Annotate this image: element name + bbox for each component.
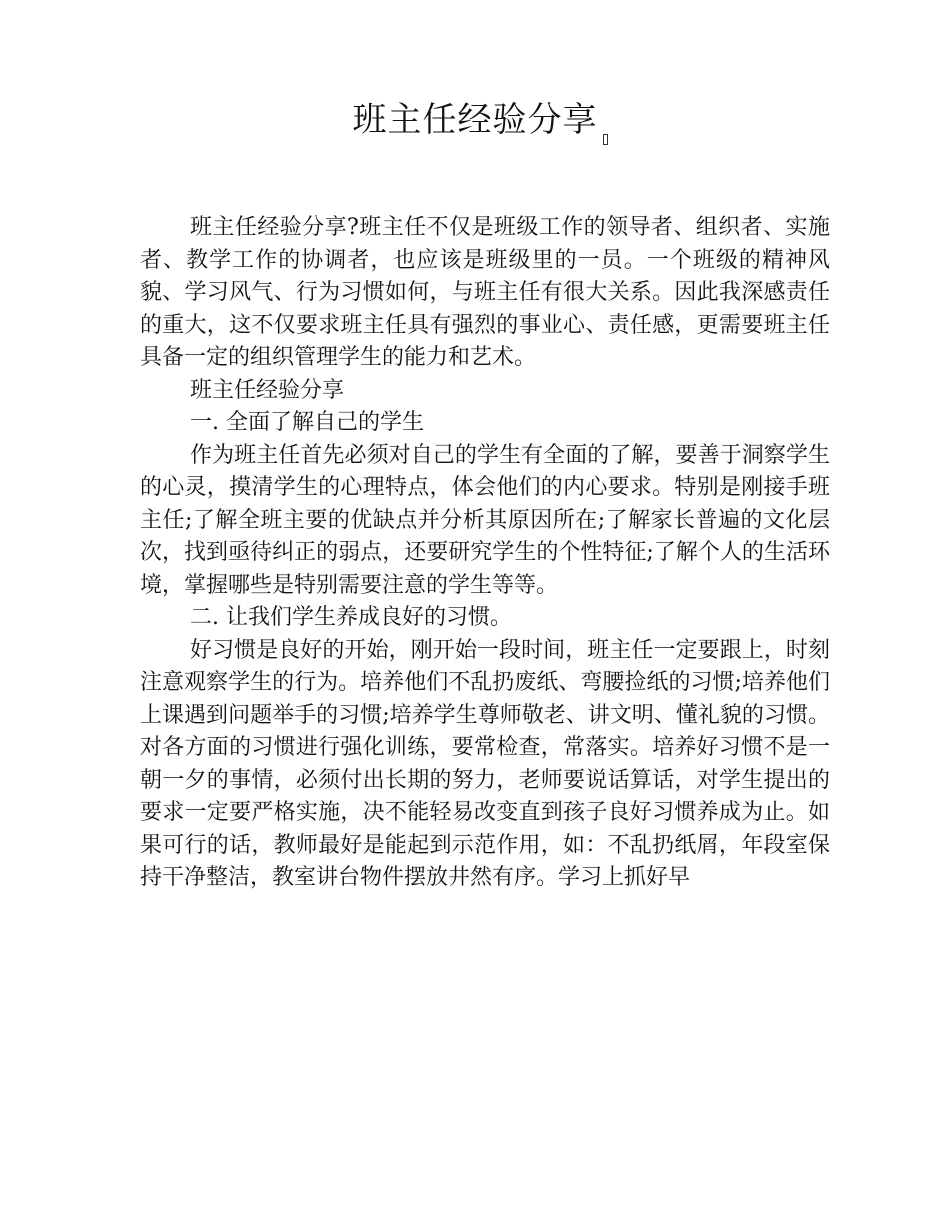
paragraph-subtitle: 班主任经验分享 (190, 377, 345, 403)
title-area (0, 96, 950, 144)
page-title-text: 班主任经验分享 (352, 100, 598, 140)
missing-glyph-box (603, 134, 608, 145)
paragraph-section-2: 好习惯是良好的开始，刚开始一段时间，班主任一定要跟上，时刻注意观察学生的行为。培养他们不乱扔废纸、弯腰捡纸的习惯;培养他们上课遇到问题举手的习惯;培养学生尊师敬老、讲文明、懂礼貌的习惯。对各方面的习惯进行强化训练，要常检查，常落实。培养好习惯不是一朝一夕的事情，必须付出长期的努力，老师要说话算话，对学生提出的要求一定要严格实施，决不能轻易改变直到孩子良好习惯养成为止。如果可行的话，教师最好是能起到示范作用，如：不乱扔纸屑，年段室保持干净整洁，教室讲台物件摆放井然有序。学习上抓好早 (140, 637, 830, 890)
section-heading-1: 一. 全面了解自己的学生 (190, 410, 424, 435)
paragraph-intro: 班主任经验分享?班主任不仅是班级工作的领导者、组织者、实施者、教学工作的协调者，也应该是班级里的一员。一个班级的精神风貌、学习风气、行为习惯如何，与班主任有很大关系。因此我深感责任的重大，这不仅要求班主任具有强烈的事业心、责任感，更需要班主任具备一定的组织管理学生的能力和艺术。 (140, 215, 830, 370)
section-heading-2: 二. 让我们学生养成良好的习惯。 (190, 605, 512, 630)
paragraph-section-1: 作为班主任首先必须对自己的学生有全面的了解，要善于洞察学生的心灵，摸清学生的心理特点，体会他们的内心要求。特别是刚接手班主任;了解全班主要的优缺点并分析其原因所在;了解家长普遍的文化层次，找到亟待纠正的弱点，还要研究学生的个性特征;了解个人的生活环境，掌握哪些是特别需要注意的学生等等。 (140, 442, 830, 598)
page-title (353, 96, 598, 144)
document-body (140, 212, 830, 895)
